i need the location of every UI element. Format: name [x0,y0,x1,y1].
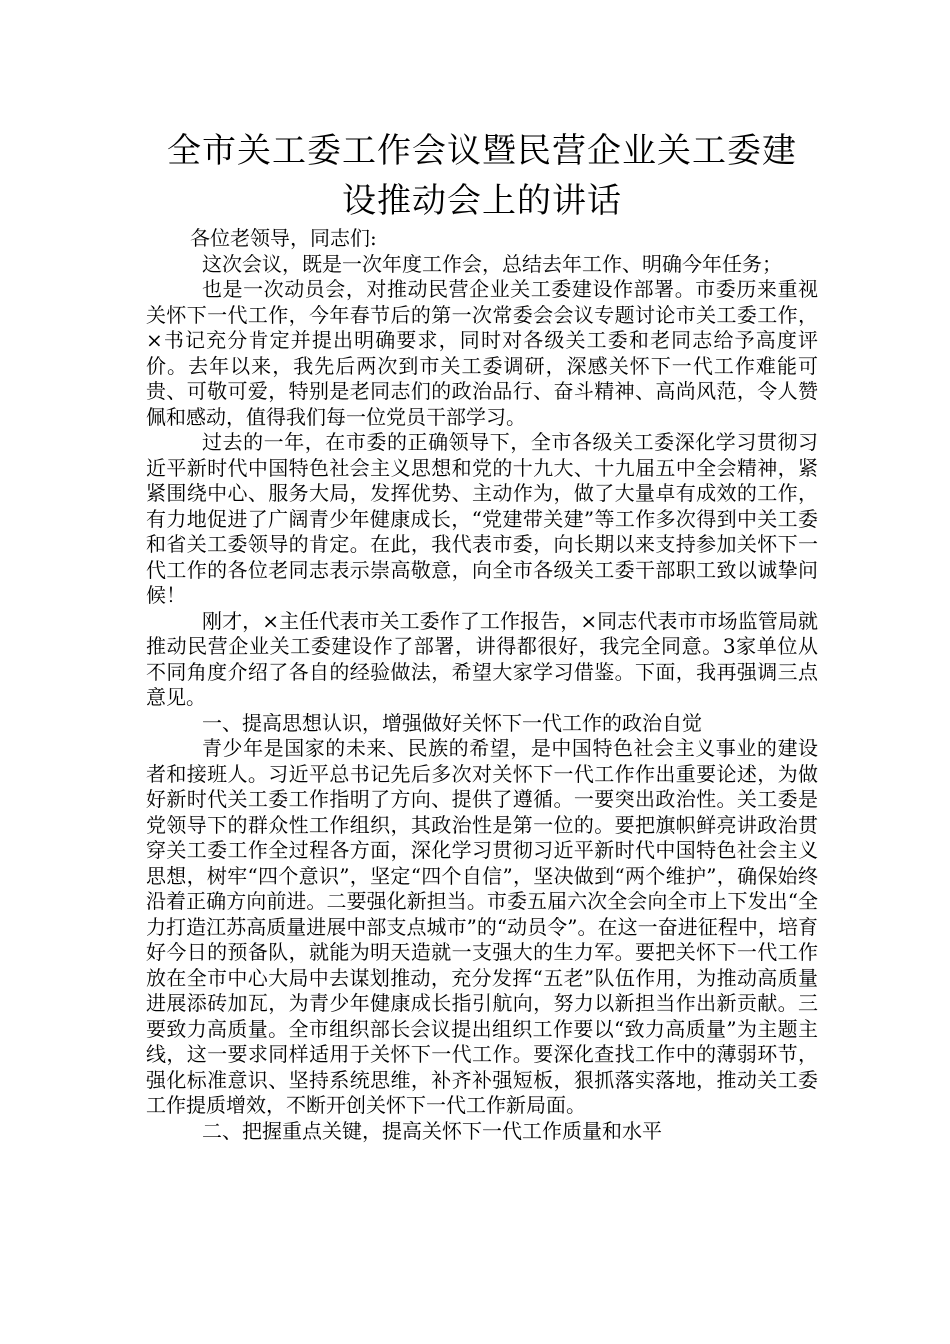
document-title [146,126,818,226]
document-page [146,126,818,1144]
section-heading-2: 二、把握重点关键，提高关怀下一代工作质量和水平 [202,1118,662,1143]
paragraph-past-year: 过去的一年，在市委的正确领导下，全市各级关工委深化学习贯彻习近平新时代中国特色社会主义思想和党的十九大、十九届五中全会精神，紧紧围绕中心、服务大局，发挥优势、主动作为，做了大量卓有成效的工作，有力地促进了广阔青少年健康成长，“党建带关建”等工作多次得到中关工委和省关工委领导的肯定。在此，我代表市委，向长期以来支持参加关怀下一代工作的各位老同志表示崇高敬意，向全市各级关工委干部职工致以诚挚问候！ [146,430,818,607]
paragraph-section-1: 青少年是国家的未来、民族的希望，是中国特色社会主义事业的建设者和接班人。习近平总书记先后多次对关怀下一代工作作出重要论述，为做好新时代关工委工作指明了方向、提供了遵循。一要突出政治性。关工委是党领导下的群众性工作组织，其政治性是第一位的。要把旗帜鲜亮讲政治贯穿关工委工作全过程各方面，深化学习贯彻习近平新时代中国特色社会主义思想，树牢“四个意识”，坚定“四个自信”，坚决做到“两个维护”，确保始终沿着正确方向前进。二要强化新担当。市委五届六次全会向全市上下发出“全力打造江苏高质量进展中部支点城市”的“动员令”。在这一奋进征程中，培育好今日的预备队，就能为明天造就一支强大的生力军。要把关怀下一代工作放在全市中心大局中去谋划推动，充分发挥“五老”队伍作用，为推动高质量进展添砖加瓦，为青少年健康成长指引航向，努力以新担当作出新贡献。三要致力高质量。全市组织部长会议提出组织工作要以“致力高质量”为主题主线，这一要求同样适用于关怀下一代工作。要深化查找工作中的薄弱环节，强化标准意识、坚持系统思维，补齐补强短板，狠抓落实落地，推动关工委工作提质增效，不断开创关怀下一代工作新局面。 [146,736,818,1117]
title-line-1: 全市关工委工作会议暨民营企业关工委建 [167,131,797,171]
section-heading-1: 一、提高思想认识，增强做好关怀下一代工作的政治自觉 [202,710,702,735]
paragraph-reports: 刚才，×主任代表市关工委作了工作报告，×同志代表市市场监管局就推动民营企业关工委建设作了部署，讲得都很好，我完全同意。3家单位从不同角度介绍了各自的经验做法，希望大家学习借鉴。下面，我再强调三点意见。 [146,608,818,709]
paragraph-opening: 这次会议，既是一次年度工作会，总结去年工作、明确今年任务； [202,251,782,276]
salutation: 各位老领导，同志们: [190,226,377,250]
paragraph-mobilization: 也是一次动员会，对推动民营企业关工委建设作部署。市委历来重视关怀下一代工作，今年春节后的第一次常委会会议专题讨论市关工委工作，×书记充分肯定并提出明确要求，同时对各级关工委和老同志给予高度评价。去年以来，我先后两次到市关工委调研，深感关怀下一代工作难能可贵、可敬可爱，特别是老同志们的政治品行、奋斗精神、高尚风范，令人赞佩和感动，值得我们每一位党员干部学习。 [146,277,818,429]
title-line-2: 设推动会上的讲话 [342,181,622,221]
